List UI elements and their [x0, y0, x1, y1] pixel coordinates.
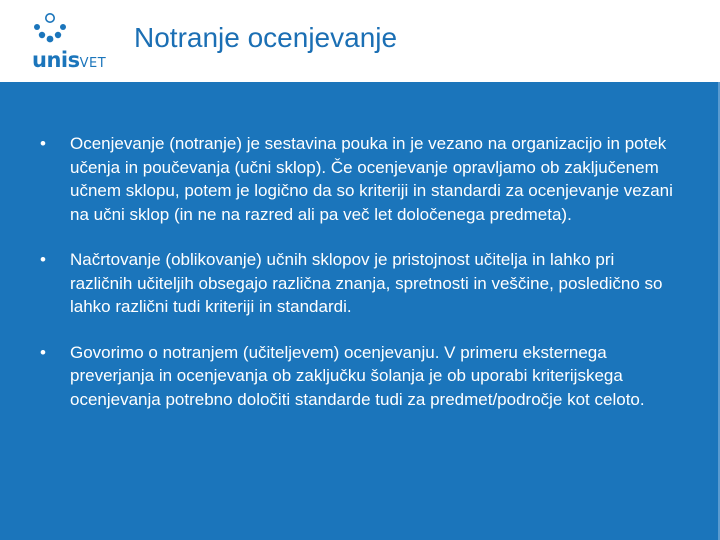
- logo-sub-text: VET: [79, 56, 107, 71]
- bullet-text: Govorimo o notranjem (učiteljevem) ocenjevanju. V primeru eksternega preverjanja in ocenjevanja ob zaključku šolanja je ob uporabi kriterijskega ocenjevanja potrebno določiti standarde tudi za predmet/področje kot celoto.: [70, 342, 645, 409]
- logo-figure-icon: [30, 12, 130, 52]
- bullet-marker: •: [40, 134, 46, 153]
- bullet-text: Načrtovanje (oblikovanje) učnih sklopov je pristojnost učitelja in lahko pri različnih učiteljih obsegajo različna znanja, spretnosti in veščine, posledično so lahko različni tudi kriteriji in standardi.: [70, 250, 663, 316]
- bullet-item: [40, 132, 680, 226]
- logo-wordmark: [32, 48, 106, 72]
- slide-header: [0, 0, 720, 82]
- slide-content: [0, 82, 720, 540]
- page-title: Notranje ocenjevanje: [134, 22, 398, 53]
- bullet-marker: •: [40, 250, 46, 269]
- unisvet-logo: [30, 12, 130, 72]
- bullet-list: [40, 132, 680, 433]
- bullet-item: [40, 341, 680, 412]
- logo-main-text: unis: [32, 48, 80, 72]
- bullet-text: Ocenjevanje (notranje) je sestavina pouka in je vezano na organizacijo in potek učenja in poučevanja (učni sklop). Če ocenjevanje opravljamo ob zaključenem učnem sklopu, potem je logično da so kriteriji in standardi za ocenjevanje vezani na učni sklop (in ne na razred ali pa več let določenega predmeta).: [70, 134, 673, 224]
- bullet-marker: •: [40, 342, 46, 362]
- bullet-item: [40, 248, 680, 319]
